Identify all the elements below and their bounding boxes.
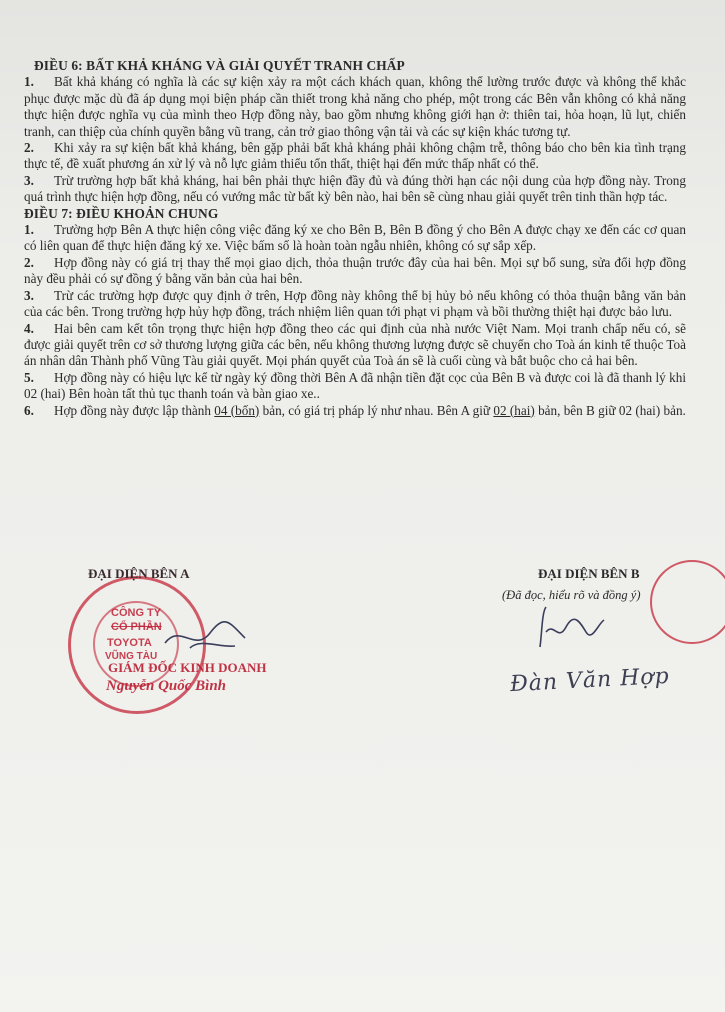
seal-brand-text: TOYOTA (107, 637, 152, 649)
party-a-position: GIÁM ĐỐC KINH DOANH (108, 660, 267, 675)
clause-number: 3. (24, 172, 34, 188)
clause-text: Hai bên cam kết tôn trọng thực hiện hợp đồng theo các qui định của nhà nước Việt Nam. Mọi tranh chấp nếu có, sẽ được giải quyết trên cơ sở thương lượng giữa các bên, nếu không thương lượng được sẽ chuyển cho Toà án kinh tế thuộc Toà án nhân dân Thành phố Vũng Tàu giải quyết. Mọi phán quyết của Toà án sẽ là cuối cùng và bắt buộc cho cả hai bên. (24, 320, 686, 369)
party-a-title: ĐẠI DIỆN BÊN A (88, 566, 190, 581)
clause-text-mid: bản, có giá trị pháp lý như nhau. Bên A giữ (259, 402, 494, 418)
article6-heading: ĐIỀU 6: BẤT KHẢ KHÁNG VÀ GIẢI QUYẾT TRANH CHẤP (34, 58, 405, 73)
seal-company-text: CÔNG TY (111, 607, 162, 619)
clause-text: Hợp đồng này có hiệu lực kể từ ngày ký đồng thời Bên A đã nhận tiền đặt cọc của Bên B và được coi là đã thanh lý khi 02 (hai) Bên hoàn tất thủ tục thanh toán và bàn giao xe.. (24, 369, 686, 402)
article7-heading: ĐIỀU 7: ĐIỀU KHOẢN CHUNG (24, 205, 219, 221)
clause-text: Trừ trường hợp bất khả kháng, hai bên phải thực hiện đầy đủ và đúng thời hạn các nội dung của hợp đồng này. Trong quá trình thực hiện hợp đồng, nếu có vướng mắc từ bất kỳ bên nào, hai bên sẽ cùng nhau giải quyết trên tinh thần hợp tác. (24, 172, 686, 205)
party-b-handwritten-name: Đàn Văn Hợp (509, 663, 671, 698)
article6-clause-1 (24, 74, 686, 140)
clause-text: Trừ các trường hợp được quy định ở trên, Hợp đồng này không thể bị hủy bỏ nếu không có thỏa thuận bằng văn bản của các bên. Trong trường hợp hủy hợp đồng, trách nhiệm liên quan tới phạt vi phạm và bồi thường thiệt hại được bảo lưu. (24, 287, 686, 320)
article6-clause-3 (24, 173, 686, 206)
article7-clause-3 (24, 288, 686, 321)
contract-body (24, 58, 686, 419)
clause-text: Trường hợp Bên A thực hiện công việc đăng ký xe cho Bên B, Bên B đồng ý cho Bên A được chạy xe đến các cơ quan có liên quan để thực hiện đăng ký xe. Việc bấm số là hoàn toàn ngẫu nhiên, không có sự sắp xếp. (24, 222, 686, 254)
clause-number: 2. (24, 140, 34, 156)
clause-number: 1. (24, 74, 34, 90)
party-b-signature (532, 602, 612, 652)
seal-city-text: VŨNG TÀU (105, 651, 158, 662)
party-b-note: (Đã đọc, hiểu rõ và đồng ý) (502, 588, 641, 602)
article7-clause-6 (24, 403, 686, 419)
article7-clause-4 (24, 321, 686, 370)
party-a-signature (160, 618, 250, 658)
party-a-signature-block (60, 566, 290, 716)
article7-clause-5 (24, 370, 686, 403)
article6-clause-2 (24, 140, 686, 173)
article7-clause-1 (24, 222, 686, 255)
party-a-name: Nguyễn Quốc Bình (106, 678, 227, 694)
clause-number: 5. (24, 369, 34, 385)
clause-text: Khi xảy ra sự kiện bất khả kháng, bên gặp phải bất khả kháng phải không chậm trễ, thông báo cho bên kia tình trạng thực tế, đề xuất phương án xử lý và nỗ lực giảm thiểu tổn thất, thiệt hại đến mức thấp nhất có thể. (24, 140, 686, 172)
clause-number: 4. (24, 320, 34, 336)
copies-total: 04 (bốn) (214, 402, 260, 418)
clause-text: Bất khả kháng có nghĩa là các sự kiện xảy ra một cách khách quan, không thể lường trước được và không thể khắc phục được mặc dù đã áp dụng mọi biện pháp cần thiết trong khả năng cho phép, một trong các Bên vẫn không có khả năng thực hiện được nghĩa vụ của mình theo Hợp đồng này, bao gồm nhưng không giới hạn ở: thiên tai, hỏa hoạn, lũ lụt, chiến tranh, can thiệp của chính quyền bằng vũ trang, cản trở giao thông vận tải và các sự kiện khác tương tự. (24, 74, 686, 139)
seal-type-text: CỔ PHẦN (111, 621, 162, 633)
party-b-signature-block (502, 566, 702, 716)
clause-number: 2. (24, 254, 34, 270)
clause-number: 6. (24, 402, 34, 418)
clause-number: 3. (24, 287, 34, 303)
copies-party-a: 02 (hai) (493, 402, 535, 418)
clause-text-post: bản, bên B giữ 02 (hai) bản. (534, 402, 686, 418)
clause-text-pre: Hợp đồng này được lập thành (54, 402, 215, 418)
clause-number: 1. (24, 222, 34, 238)
clause-text: Hợp đồng này có giá trị thay thế mọi giao dịch, thỏa thuận trước đây của hai bên. Mọi sự bổ sung, sửa đổi hợp đồng này đều phải có sự đồng ý bằng văn bản của hai bên. (24, 254, 686, 287)
party-b-seal-partial (650, 560, 725, 644)
party-b-title: ĐẠI DIỆN BÊN B (538, 566, 640, 581)
article7-clause-2 (24, 255, 686, 288)
